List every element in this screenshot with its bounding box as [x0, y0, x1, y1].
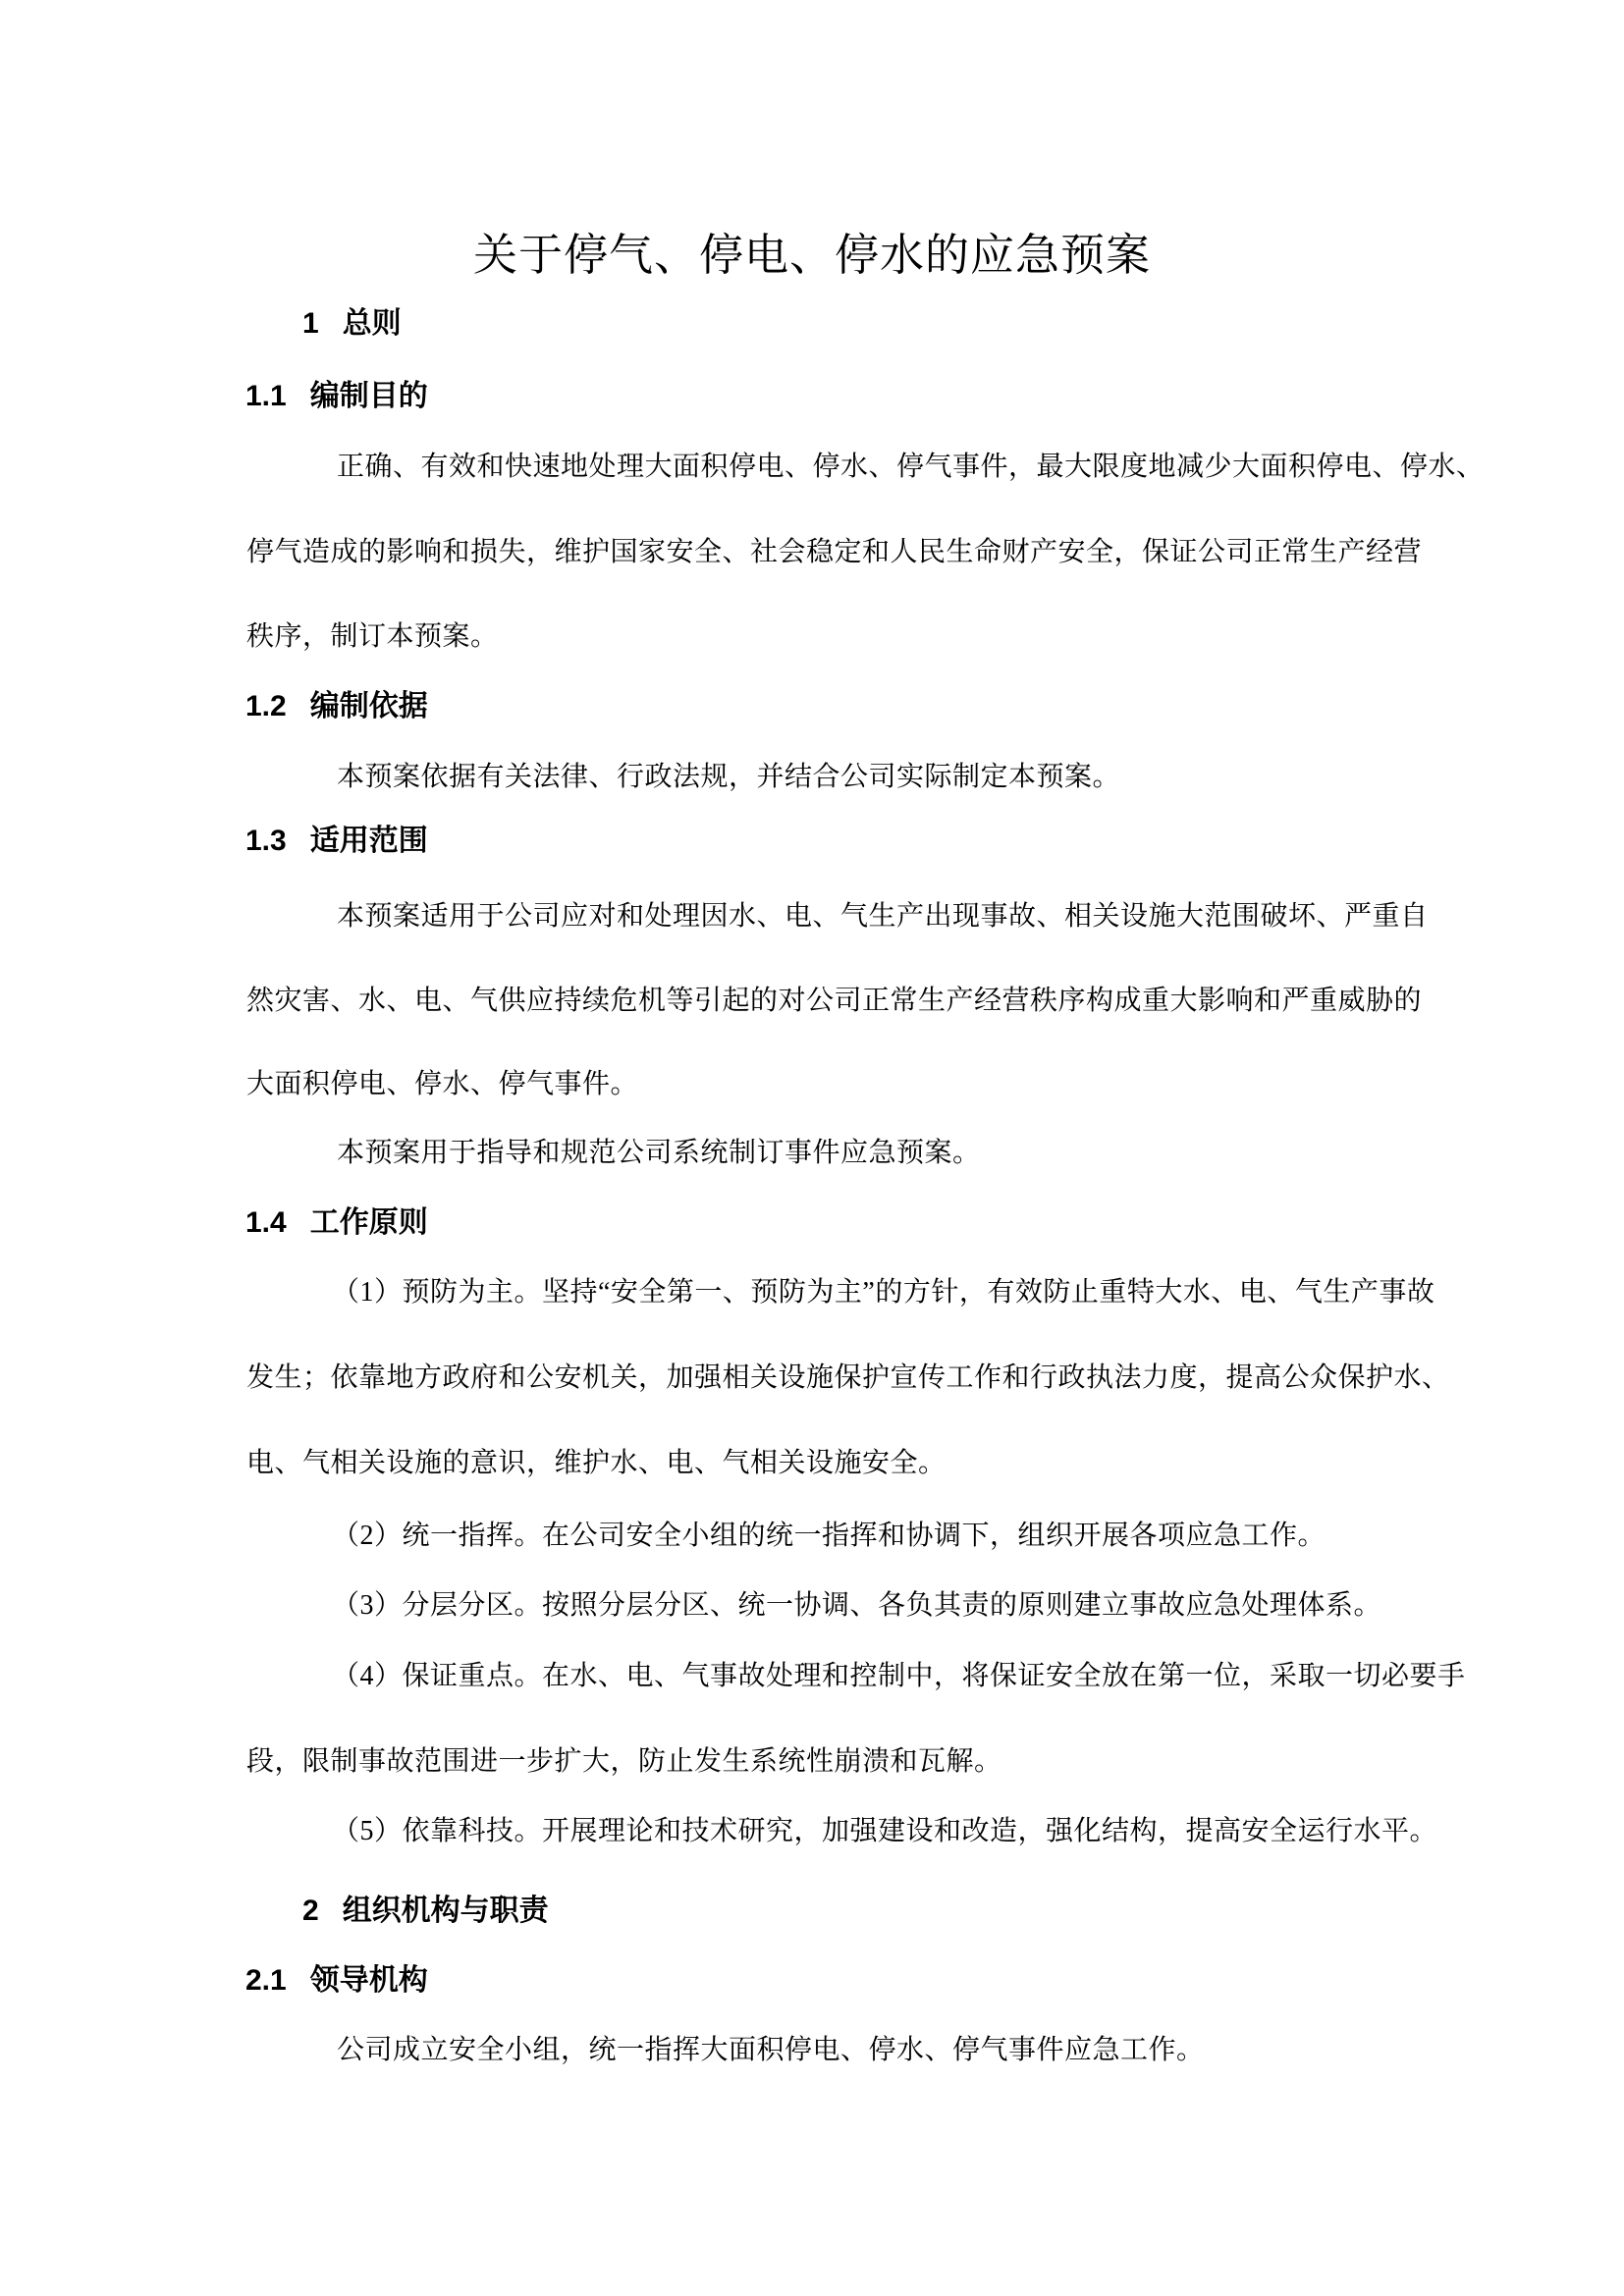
- paragraph-line: 本预案依据有关法律、行政法规，并结合公司实际制定本预案。: [337, 762, 1121, 792]
- subsection-heading-text: 编制目的: [309, 380, 428, 412]
- section-heading-2: [302, 1896, 549, 1926]
- subsection-heading-1-2: [245, 692, 428, 721]
- paragraph-line: 大面积停电、停水、停气事件。: [246, 1069, 639, 1099]
- paragraph-line: 发生；依靠地方政府和公安机关，加强相关设施保护宣传工作和行政执法力度，提高公众保护水、: [246, 1362, 1450, 1393]
- paragraph-line: （4）保证重点。在水、电、气事故处理和控制中，将保证安全放在第一位，采取一切必要手: [332, 1661, 1466, 1691]
- subsection-heading-text: 领导机构: [309, 1964, 428, 1997]
- subsection-heading-1-3: [245, 827, 428, 856]
- subsection-heading-1-4: [245, 1208, 428, 1238]
- subsection-heading-2-1: [245, 1966, 428, 1996]
- paragraph-line: （2）统一指挥。在公司安全小组的统一指挥和协调下，组织开展各项应急工作。: [332, 1521, 1326, 1551]
- paragraph-line: （3）分层分区。按照分层分区、统一协调、各负其责的原则建立事故应急处理体系。: [332, 1590, 1382, 1621]
- paragraph-line: （5）依靠科技。开展理论和技术研究，加强建设和改造，强化结构，提高安全运行水平。: [332, 1816, 1438, 1846]
- subsection-heading-text: 编制依据: [309, 690, 428, 722]
- subsection-heading-text: 适用范围: [309, 825, 428, 857]
- paragraph-line: 公司成立安全小组，统一指挥大面积停电、停水、停气事件应急工作。: [337, 2035, 1205, 2065]
- subsection-number: 1.1: [245, 380, 287, 412]
- section-heading-1: [302, 309, 402, 339]
- subsection-heading-1-1: [245, 382, 428, 411]
- subsection-number: 1.4: [245, 1206, 287, 1239]
- paragraph-line: 本预案用于指导和规范公司系统制订事件应急预案。: [337, 1138, 981, 1168]
- section-heading-text: 组织机构与职责: [342, 1895, 549, 1927]
- section-number: 1: [302, 307, 319, 340]
- paragraph-line: 秩序，制订本预案。: [246, 621, 499, 652]
- paragraph-line: 段，限制事故范围进一步扩大，防止发生系统性崩溃和瓦解。: [246, 1746, 1002, 1777]
- subsection-number: 1.2: [245, 690, 287, 722]
- subsection-number: 1.3: [245, 825, 287, 857]
- paragraph-line: 电、气相关设施的意识，维护水、电、气相关设施安全。: [246, 1448, 947, 1478]
- subsection-heading-text: 工作原则: [309, 1206, 428, 1239]
- paragraph-line: 本预案适用于公司应对和处理因水、电、气生产出现事故、相关设施大范围破坏、严重自: [337, 901, 1429, 932]
- subsection-number: 2.1: [245, 1964, 287, 1997]
- paragraph-line: 正确、有效和快速地处理大面积停电、停水、停气事件，最大限度地减少大面积停电、停水、: [337, 452, 1485, 482]
- paragraph-line: （1）预防为主。坚持“安全第一、预防为主”的方针，有效防止重特大水、电、气生产事故: [332, 1277, 1435, 1308]
- document-title: 关于停气、停电、停水的应急预案: [472, 231, 1151, 280]
- paragraph-line: 然灾害、水、电、气供应持续危机等引起的对公司正常生产经营秩序构成重大影响和严重威胁的: [246, 986, 1423, 1016]
- section-heading-text: 总则: [342, 307, 402, 340]
- section-number: 2: [302, 1895, 319, 1927]
- paragraph-line: 停气造成的影响和损失，维护国家安全、社会稳定和人民生命财产安全，保证公司正常生产经营: [246, 537, 1423, 567]
